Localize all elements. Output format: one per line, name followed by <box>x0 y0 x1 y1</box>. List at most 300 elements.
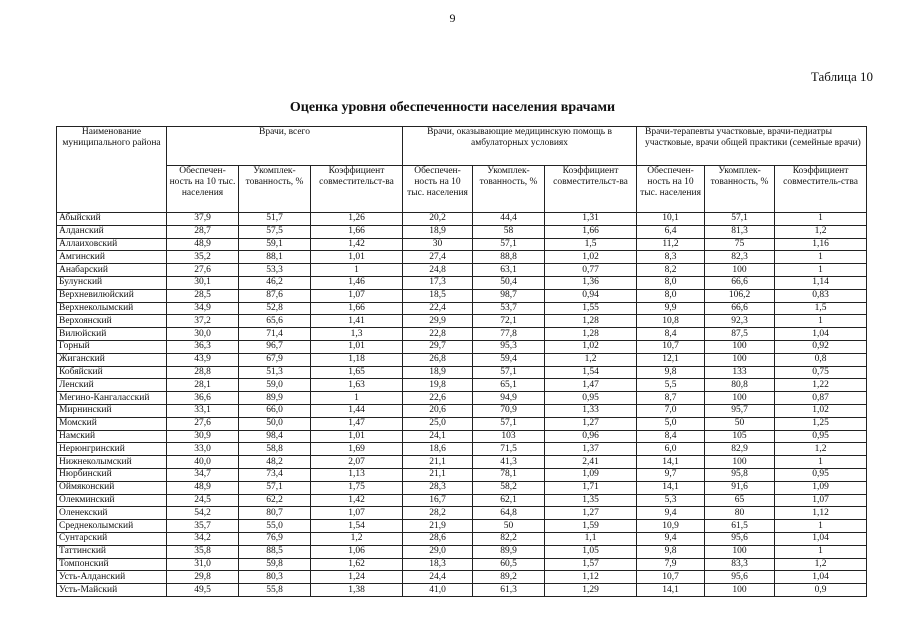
value-cell: 26,8 <box>403 353 473 366</box>
value-cell: 24,1 <box>403 430 473 443</box>
value-cell: 35,7 <box>167 520 239 533</box>
value-cell: 65,1 <box>473 379 545 392</box>
value-cell: 50 <box>473 520 545 533</box>
value-cell: 1,04 <box>775 328 867 341</box>
value-cell: 1,27 <box>545 507 637 520</box>
value-cell: 28,5 <box>167 289 239 302</box>
value-cell: 1 <box>311 392 403 405</box>
value-cell: 0,95 <box>545 392 637 405</box>
value-cell: 98,4 <box>239 430 311 443</box>
table-row <box>57 213 867 226</box>
value-cell: 5,0 <box>637 417 705 430</box>
district-name-cell: Абыйский <box>57 213 167 226</box>
value-cell: 1,28 <box>545 328 637 341</box>
value-cell: 65,6 <box>239 315 311 328</box>
value-cell: 0,92 <box>775 340 867 353</box>
value-cell: 95,3 <box>473 340 545 353</box>
value-cell: 1,54 <box>311 520 403 533</box>
value-cell: 78,1 <box>473 468 545 481</box>
district-name-cell: Нюрбинский <box>57 468 167 481</box>
value-cell: 1,25 <box>775 417 867 430</box>
table-row <box>57 456 867 469</box>
value-cell: 1 <box>775 545 867 558</box>
value-cell: 71,4 <box>239 328 311 341</box>
value-cell: 1,04 <box>775 571 867 584</box>
value-cell: 35,2 <box>167 251 239 264</box>
district-name-cell: Мирнинский <box>57 404 167 417</box>
table-row <box>57 379 867 392</box>
table-row <box>57 251 867 264</box>
value-cell: 48,2 <box>239 456 311 469</box>
value-cell: 1,63 <box>311 379 403 392</box>
district-name-cell: Нерюнгринский <box>57 443 167 456</box>
district-name-cell: Среднеколымский <box>57 520 167 533</box>
value-cell: 1,05 <box>545 545 637 558</box>
value-cell: 16,7 <box>403 494 473 507</box>
value-cell: 62,1 <box>473 494 545 507</box>
value-cell: 1,07 <box>775 494 867 507</box>
value-cell: 80 <box>705 507 775 520</box>
district-name-cell: Оленекский <box>57 507 167 520</box>
value-cell: 95,8 <box>705 468 775 481</box>
value-cell: 27,6 <box>167 417 239 430</box>
district-name-cell: Булунский <box>57 276 167 289</box>
value-cell: 21,1 <box>403 456 473 469</box>
district-name-cell: Кобяйский <box>57 366 167 379</box>
value-cell: 1,29 <box>545 584 637 597</box>
district-name-cell: Верхнеколымский <box>57 302 167 315</box>
header-sub-provision: Обеспечен-ность на 10 тыс. населения <box>167 166 239 213</box>
value-cell: 1,62 <box>311 558 403 571</box>
value-cell: 21,9 <box>403 520 473 533</box>
value-cell: 43,9 <box>167 353 239 366</box>
value-cell: 22,4 <box>403 302 473 315</box>
value-cell: 1,3 <box>311 328 403 341</box>
value-cell: 80,3 <box>239 571 311 584</box>
value-cell: 1,02 <box>545 340 637 353</box>
value-cell: 59,8 <box>239 558 311 571</box>
value-cell: 1,31 <box>545 213 637 226</box>
table-row <box>57 507 867 520</box>
value-cell: 57,1 <box>473 417 545 430</box>
value-cell: 9,4 <box>637 507 705 520</box>
value-cell: 1,5 <box>545 238 637 251</box>
value-cell: 58,8 <box>239 443 311 456</box>
value-cell: 100 <box>705 545 775 558</box>
district-name-cell: Верхневилюйский <box>57 289 167 302</box>
value-cell: 9,4 <box>637 532 705 545</box>
value-cell: 20,6 <box>403 404 473 417</box>
value-cell: 7,0 <box>637 404 705 417</box>
value-cell: 72,1 <box>473 315 545 328</box>
value-cell: 1,71 <box>545 481 637 494</box>
district-name-cell: Сунтарский <box>57 532 167 545</box>
value-cell: 0,8 <box>775 353 867 366</box>
value-cell: 1 <box>775 251 867 264</box>
table-row <box>57 520 867 533</box>
value-cell: 87,6 <box>239 289 311 302</box>
table-label: Таблица 10 <box>810 69 873 84</box>
table-row <box>57 276 867 289</box>
value-cell: 103 <box>473 430 545 443</box>
district-name-cell: Аллаиховский <box>57 238 167 251</box>
value-cell: 51,7 <box>239 213 311 226</box>
value-cell: 100 <box>705 456 775 469</box>
value-cell: 8,0 <box>637 289 705 302</box>
value-cell: 106,2 <box>705 289 775 302</box>
value-cell: 59,4 <box>473 353 545 366</box>
value-cell: 1,42 <box>311 494 403 507</box>
header-sub-staffing: Укомплек-тованность, % <box>239 166 311 213</box>
table-body <box>57 213 867 597</box>
value-cell: 0,75 <box>775 366 867 379</box>
header-sub-coefficient: Коэффициент совместительст-ва <box>545 166 637 213</box>
header-sub-coefficient: Коэффициент совместитель-ства <box>775 166 867 213</box>
value-cell: 58 <box>473 225 545 238</box>
table-row <box>57 430 867 443</box>
value-cell: 0,87 <box>775 392 867 405</box>
value-cell: 1,2 <box>775 558 867 571</box>
value-cell: 76,9 <box>239 532 311 545</box>
table-row <box>57 302 867 315</box>
value-cell: 9,8 <box>637 545 705 558</box>
value-cell: 24,5 <box>167 494 239 507</box>
value-cell: 24,8 <box>403 264 473 277</box>
value-cell: 1,14 <box>775 276 867 289</box>
value-cell: 1,65 <box>311 366 403 379</box>
value-cell: 1,13 <box>311 468 403 481</box>
value-cell: 14,1 <box>637 456 705 469</box>
value-cell: 82,9 <box>705 443 775 456</box>
value-cell: 53,7 <box>473 302 545 315</box>
value-cell: 1,2 <box>311 532 403 545</box>
value-cell: 44,4 <box>473 213 545 226</box>
value-cell: 1 <box>775 213 867 226</box>
table-row <box>57 532 867 545</box>
value-cell: 1,1 <box>545 532 637 545</box>
value-cell: 1,01 <box>311 251 403 264</box>
value-cell: 59,0 <box>239 379 311 392</box>
table-row <box>57 366 867 379</box>
value-cell: 33,0 <box>167 443 239 456</box>
value-cell: 12,1 <box>637 353 705 366</box>
value-cell: 0,83 <box>775 289 867 302</box>
value-cell: 1,24 <box>311 571 403 584</box>
value-cell: 25,0 <box>403 417 473 430</box>
value-cell: 1,46 <box>311 276 403 289</box>
value-cell: 100 <box>705 340 775 353</box>
value-cell: 9,9 <box>637 302 705 315</box>
value-cell: 8,2 <box>637 264 705 277</box>
value-cell: 30 <box>403 238 473 251</box>
value-cell: 57,1 <box>239 481 311 494</box>
value-cell: 34,9 <box>167 302 239 315</box>
value-cell: 1,47 <box>545 379 637 392</box>
value-cell: 89,2 <box>473 571 545 584</box>
value-cell: 8,0 <box>637 276 705 289</box>
value-cell: 28,6 <box>403 532 473 545</box>
value-cell: 89,9 <box>239 392 311 405</box>
table-row <box>57 571 867 584</box>
value-cell: 61,5 <box>705 520 775 533</box>
district-name-cell: Алданский <box>57 225 167 238</box>
value-cell: 1,18 <box>311 353 403 366</box>
table-row <box>57 481 867 494</box>
value-cell: 20,2 <box>403 213 473 226</box>
value-cell: 58,2 <box>473 481 545 494</box>
district-name-cell: Ленский <box>57 379 167 392</box>
value-cell: 8,4 <box>637 430 705 443</box>
value-cell: 10,7 <box>637 571 705 584</box>
value-cell: 50,0 <box>239 417 311 430</box>
value-cell: 52,8 <box>239 302 311 315</box>
value-cell: 1 <box>775 264 867 277</box>
district-name-cell: Вилюйский <box>57 328 167 341</box>
value-cell: 1,22 <box>775 379 867 392</box>
value-cell: 100 <box>705 353 775 366</box>
value-cell: 92,3 <box>705 315 775 328</box>
value-cell: 82,3 <box>705 251 775 264</box>
district-name-cell: Оймяконский <box>57 481 167 494</box>
value-cell: 77,8 <box>473 328 545 341</box>
value-cell: 49,5 <box>167 584 239 597</box>
district-name-cell: Таттинский <box>57 545 167 558</box>
value-cell: 0,95 <box>775 430 867 443</box>
value-cell: 1,66 <box>311 302 403 315</box>
value-cell: 55,0 <box>239 520 311 533</box>
value-cell: 1,2 <box>775 225 867 238</box>
district-name-cell: Мегино-Кангаласский <box>57 392 167 405</box>
value-cell: 57,1 <box>473 366 545 379</box>
value-cell: 10,8 <box>637 315 705 328</box>
value-cell: 0,95 <box>775 468 867 481</box>
header-group-primary-care: Врачи-терапевты участковые, врачи-педиатры участковые, врачи общей практики (семейные врачи) <box>637 127 867 166</box>
value-cell: 53,3 <box>239 264 311 277</box>
value-cell: 30,1 <box>167 276 239 289</box>
page-number: 9 <box>449 11 456 25</box>
value-cell: 59,1 <box>239 238 311 251</box>
value-cell: 1,42 <box>311 238 403 251</box>
table-row <box>57 558 867 571</box>
value-cell: 29,0 <box>403 545 473 558</box>
value-cell: 29,9 <box>403 315 473 328</box>
value-cell: 1,28 <box>545 315 637 328</box>
value-cell: 1,69 <box>311 443 403 456</box>
table-row <box>57 443 867 456</box>
header-sub-provision: Обеспечен-ность на 10 тыс. населения <box>637 166 705 213</box>
value-cell: 19,8 <box>403 379 473 392</box>
value-cell: 62,2 <box>239 494 311 507</box>
district-name-cell: Нижнеколымский <box>57 456 167 469</box>
value-cell: 1,57 <box>545 558 637 571</box>
value-cell: 88,1 <box>239 251 311 264</box>
value-cell: 9,8 <box>637 366 705 379</box>
value-cell: 1,37 <box>545 443 637 456</box>
value-cell: 71,5 <box>473 443 545 456</box>
value-cell: 35,8 <box>167 545 239 558</box>
value-cell: 8,3 <box>637 251 705 264</box>
header-group-outpatient: Врачи, оказывающие медицинскую помощь в амбулаторных условиях <box>403 127 637 166</box>
value-cell: 64,8 <box>473 507 545 520</box>
value-cell: 1,04 <box>775 532 867 545</box>
value-cell: 17,3 <box>403 276 473 289</box>
header-group-all-doctors: Врачи, всего <box>167 127 403 166</box>
value-cell: 1,38 <box>311 584 403 597</box>
value-cell: 34,2 <box>167 532 239 545</box>
value-cell: 57,5 <box>239 225 311 238</box>
physicians-table <box>56 126 867 597</box>
value-cell: 7,9 <box>637 558 705 571</box>
value-cell: 1,01 <box>311 340 403 353</box>
value-cell: 18,9 <box>403 225 473 238</box>
document-title: Оценка уровня обеспеченности населения врачами <box>289 100 616 115</box>
value-cell: 1 <box>775 315 867 328</box>
value-cell: 67,9 <box>239 353 311 366</box>
value-cell: 73,4 <box>239 468 311 481</box>
table-row <box>57 584 867 597</box>
value-cell: 83,3 <box>705 558 775 571</box>
value-cell: 1,09 <box>545 468 637 481</box>
district-name-cell: Момский <box>57 417 167 430</box>
value-cell: 29,7 <box>403 340 473 353</box>
value-cell: 80,7 <box>239 507 311 520</box>
value-cell: 41,0 <box>403 584 473 597</box>
value-cell: 95,7 <box>705 404 775 417</box>
value-cell: 1 <box>775 520 867 533</box>
value-cell: 1,27 <box>545 417 637 430</box>
value-cell: 1,09 <box>775 481 867 494</box>
district-name-cell: Амгинский <box>57 251 167 264</box>
header-sub-staffing: Укомплек-тованность, % <box>705 166 775 213</box>
value-cell: 28,7 <box>167 225 239 238</box>
value-cell: 0,96 <box>545 430 637 443</box>
value-cell: 36,3 <box>167 340 239 353</box>
value-cell: 22,8 <box>403 328 473 341</box>
value-cell: 28,3 <box>403 481 473 494</box>
value-cell: 1,55 <box>545 302 637 315</box>
table-row <box>57 340 867 353</box>
district-name-cell: Олекминский <box>57 494 167 507</box>
value-cell: 28,1 <box>167 379 239 392</box>
value-cell: 61,3 <box>473 584 545 597</box>
value-cell: 1,07 <box>311 289 403 302</box>
value-cell: 1,26 <box>311 213 403 226</box>
value-cell: 1,12 <box>545 571 637 584</box>
table-row <box>57 264 867 277</box>
table-row <box>57 494 867 507</box>
header-name-column: Наименование муниципального района <box>57 127 167 213</box>
value-cell: 80,8 <box>705 379 775 392</box>
value-cell: 11,2 <box>637 238 705 251</box>
value-cell: 88,8 <box>473 251 545 264</box>
value-cell: 66,6 <box>705 276 775 289</box>
value-cell: 94,9 <box>473 392 545 405</box>
value-cell: 14,1 <box>637 481 705 494</box>
value-cell: 96,7 <box>239 340 311 353</box>
value-cell: 46,2 <box>239 276 311 289</box>
value-cell: 1,66 <box>311 225 403 238</box>
value-cell: 48,9 <box>167 481 239 494</box>
value-cell: 37,2 <box>167 315 239 328</box>
value-cell: 27,4 <box>403 251 473 264</box>
value-cell: 1,54 <box>545 366 637 379</box>
value-cell: 31,0 <box>167 558 239 571</box>
value-cell: 34,7 <box>167 468 239 481</box>
value-cell: 0,9 <box>775 584 867 597</box>
value-cell: 88,5 <box>239 545 311 558</box>
value-cell: 27,6 <box>167 264 239 277</box>
value-cell: 29,8 <box>167 571 239 584</box>
value-cell: 1,36 <box>545 276 637 289</box>
header-sub-provision: Обеспечен-ность на 10 тыс. населения <box>403 166 473 213</box>
value-cell: 1,2 <box>545 353 637 366</box>
value-cell: 87,5 <box>705 328 775 341</box>
table-row <box>57 238 867 251</box>
value-cell: 18,3 <box>403 558 473 571</box>
value-cell: 2,07 <box>311 456 403 469</box>
value-cell: 1 <box>775 456 867 469</box>
value-cell: 1,01 <box>311 430 403 443</box>
value-cell: 54,2 <box>167 507 239 520</box>
value-cell: 95,6 <box>705 532 775 545</box>
value-cell: 10,7 <box>637 340 705 353</box>
value-cell: 37,9 <box>167 213 239 226</box>
table-row <box>57 315 867 328</box>
table-row <box>57 392 867 405</box>
value-cell: 75 <box>705 238 775 251</box>
value-cell: 105 <box>705 430 775 443</box>
value-cell: 10,1 <box>637 213 705 226</box>
value-cell: 21,1 <box>403 468 473 481</box>
value-cell: 65 <box>705 494 775 507</box>
value-cell: 28,2 <box>403 507 473 520</box>
value-cell: 1,12 <box>775 507 867 520</box>
value-cell: 8,7 <box>637 392 705 405</box>
value-cell: 24,4 <box>403 571 473 584</box>
table-row <box>57 289 867 302</box>
value-cell: 0,77 <box>545 264 637 277</box>
value-cell: 100 <box>705 584 775 597</box>
table-row <box>57 404 867 417</box>
value-cell: 9,7 <box>637 468 705 481</box>
value-cell: 1,41 <box>311 315 403 328</box>
value-cell: 1,66 <box>545 225 637 238</box>
value-cell: 18,9 <box>403 366 473 379</box>
value-cell: 5,5 <box>637 379 705 392</box>
value-cell: 1,59 <box>545 520 637 533</box>
value-cell: 28,8 <box>167 366 239 379</box>
value-cell: 30,0 <box>167 328 239 341</box>
value-cell: 51,3 <box>239 366 311 379</box>
value-cell: 2,41 <box>545 456 637 469</box>
value-cell: 5,3 <box>637 494 705 507</box>
district-name-cell: Жиганский <box>57 353 167 366</box>
value-cell: 14,1 <box>637 584 705 597</box>
value-cell: 50,4 <box>473 276 545 289</box>
value-cell: 63,1 <box>473 264 545 277</box>
value-cell: 6,0 <box>637 443 705 456</box>
value-cell: 1 <box>311 264 403 277</box>
district-name-cell: Усть-Алданский <box>57 571 167 584</box>
value-cell: 1,06 <box>311 545 403 558</box>
value-cell: 1,02 <box>775 404 867 417</box>
table-row <box>57 417 867 430</box>
value-cell: 8,4 <box>637 328 705 341</box>
value-cell: 1,44 <box>311 404 403 417</box>
header-sub-coefficient: Коэффициент совместительст-ва <box>311 166 403 213</box>
value-cell: 66,0 <box>239 404 311 417</box>
value-cell: 55,8 <box>239 584 311 597</box>
